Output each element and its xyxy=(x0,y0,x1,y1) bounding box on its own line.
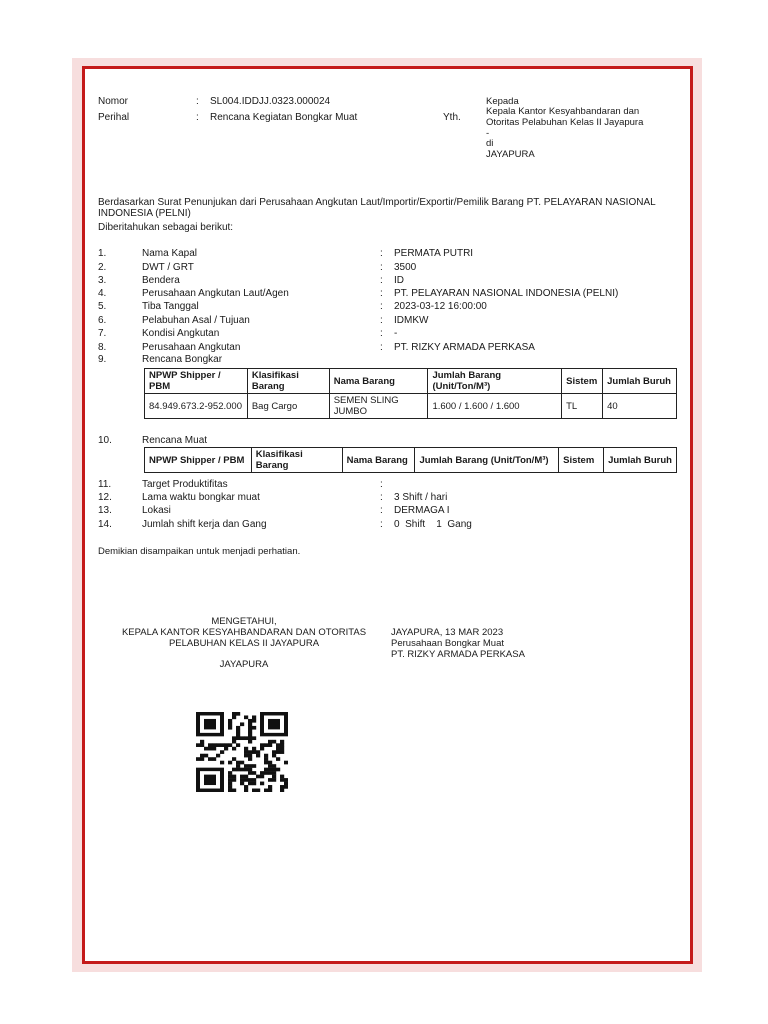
item-number: 11. xyxy=(98,479,112,490)
signature-left-line3: PELABUHAN KELAS II JAYAPURA xyxy=(168,638,320,649)
item-number: 12. xyxy=(98,492,112,503)
signature-left-line2: KEPALA KANTOR KESYAHBANDARAN DAN OTORITAS xyxy=(121,627,367,638)
item-number: 9. xyxy=(98,354,107,365)
column-header: NPWP Shipper / PBM xyxy=(145,448,252,473)
signature-right-line1: JAYAPURA, 13 MAR 2023 xyxy=(391,627,504,638)
table-cell: TL xyxy=(562,394,603,419)
list-item xyxy=(98,287,678,300)
perihal-colon: : xyxy=(196,112,199,123)
perihal-label: Perihal xyxy=(98,112,130,123)
column-header: Jumlah Barang (Unit/Ton/M³) xyxy=(415,448,559,473)
item-colon: : xyxy=(380,328,383,339)
item-colon: : xyxy=(380,492,383,503)
item-value: 2023-03-12 16:00:00 xyxy=(394,301,487,312)
kepada-line2: Otoritas Pelabuhan Kelas II Jayapura xyxy=(486,117,644,128)
item-value: 0 Shift 1 Gang xyxy=(394,519,472,530)
nomor-colon: : xyxy=(196,96,199,107)
muat-table xyxy=(144,447,677,473)
item-label: Lama waktu bongkar muat xyxy=(142,492,260,503)
item-label: Tiba Tanggal xyxy=(142,301,199,312)
intro-line2: INDONESIA (PELNI) xyxy=(98,208,191,219)
table-cell: 40 xyxy=(603,394,677,419)
column-header: Sistem xyxy=(559,448,604,473)
item-value: 3 Shift / hari xyxy=(394,492,448,503)
column-header: Jumlah Barang (Unit/Ton/M³) xyxy=(428,369,562,394)
item-colon: : xyxy=(380,342,383,353)
list-item xyxy=(98,434,678,447)
item-label: Jumlah shift kerja dan Gang xyxy=(142,519,267,530)
list-item xyxy=(98,314,678,327)
item-number: 1. xyxy=(98,248,107,259)
item-value: 3500 xyxy=(394,262,417,273)
kepada-label: Kepada xyxy=(486,96,519,107)
item-label: Perusahaan Angkutan Laut/Agen xyxy=(142,288,289,299)
qr-code-graphic xyxy=(196,712,288,792)
kepada-line1: Kepala Kantor Kesyahbandaran dan xyxy=(486,106,640,117)
item-number: 10. xyxy=(98,435,112,446)
qr-code-icon xyxy=(196,712,288,792)
item-colon: : xyxy=(380,262,383,273)
item-colon: : xyxy=(380,248,383,259)
list-item xyxy=(98,353,678,366)
item-value: IDMKW xyxy=(394,315,429,326)
item-label: Pelabuhan Asal / Tujuan xyxy=(142,315,250,326)
item-number: 14. xyxy=(98,519,112,530)
closing-text: Demikian disampaikan untuk menjadi perhatian. xyxy=(98,546,301,557)
bongkar-table xyxy=(144,368,677,419)
signature-left-line4: JAYAPURA xyxy=(219,659,269,670)
yth-label: Yth. xyxy=(443,112,461,123)
kepada-dash: - xyxy=(486,128,490,139)
item-label: DWT / GRT xyxy=(142,262,194,273)
list-item xyxy=(98,327,678,340)
table-header-row xyxy=(145,369,677,394)
item-colon: : xyxy=(380,505,383,516)
perihal-value: Rencana Kegiatan Bongkar Muat xyxy=(210,112,358,123)
column-header: NPWP Shipper / PBM xyxy=(145,369,248,394)
column-header: Nama Barang xyxy=(329,369,428,394)
list-item xyxy=(98,491,678,504)
item-number: 7. xyxy=(98,328,107,339)
item-value: ID xyxy=(394,275,404,286)
column-header: Jumlah Buruh xyxy=(603,369,677,394)
item-value: PERMATA PUTRI xyxy=(394,248,474,259)
list-item xyxy=(98,300,678,313)
list-item xyxy=(98,478,678,491)
item-label: Rencana Bongkar xyxy=(142,354,223,365)
table-cell: 1.600 / 1.600 / 1.600 xyxy=(428,394,562,419)
item-value: DERMAGA I xyxy=(394,505,450,516)
signature-right-line2: Perusahaan Bongkar Muat xyxy=(391,638,505,649)
column-header: Klasifikasi Barang xyxy=(247,369,329,394)
item-number: 13. xyxy=(98,505,112,516)
nomor-value: SL004.IDDJJ.0323.000024 xyxy=(210,96,331,107)
item-label: Nama Kapal xyxy=(142,248,198,259)
item-number: 4. xyxy=(98,288,107,299)
column-header: Sistem xyxy=(562,369,603,394)
item-value: - xyxy=(394,328,398,339)
intro-line3: Diberitahukan sebagai berikut: xyxy=(98,222,234,233)
table-row xyxy=(145,394,677,419)
item-label: Bendera xyxy=(142,275,180,286)
table-cell: Bag Cargo xyxy=(247,394,329,419)
item-colon: : xyxy=(380,315,383,326)
item-number: 3. xyxy=(98,275,107,286)
item-label: Lokasi xyxy=(142,505,171,516)
column-header: Nama Barang xyxy=(342,448,415,473)
list-item xyxy=(98,518,678,531)
item-number: 2. xyxy=(98,262,107,273)
item-label: Perusahaan Angkutan xyxy=(142,342,241,353)
list-item xyxy=(98,504,678,517)
intro-line1: Berdasarkan Surat Penunjukan dari Perusahaan Angkutan Laut/Importir/Exportir/Pemilik Barang PT. PELAYARAN NASIONAL xyxy=(98,197,656,208)
item-number: 8. xyxy=(98,342,107,353)
nomor-label: Nomor xyxy=(98,96,129,107)
column-header: Klasifikasi Barang xyxy=(251,448,342,473)
kepada-di: di xyxy=(486,138,494,149)
table-cell: 84.949.673.2-952.000 xyxy=(145,394,248,419)
table-header-row xyxy=(145,448,677,473)
item-label: Kondisi Angkutan xyxy=(142,328,220,339)
signature-right-line3: PT. RIZKY ARMADA PERKASA xyxy=(391,649,525,660)
item-label: Target Produktifitas xyxy=(142,479,228,490)
table-cell: SEMEN SLING JUMBO xyxy=(329,394,428,419)
item-label: Rencana Muat xyxy=(142,435,208,446)
list-item xyxy=(98,261,678,274)
item-colon: : xyxy=(380,519,383,530)
signature-right xyxy=(391,627,525,660)
item-number: 5. xyxy=(98,301,107,312)
signature-left-line1: MENGETAHUI, xyxy=(211,616,277,627)
item-number: 6. xyxy=(98,315,107,326)
signature-left xyxy=(110,616,378,670)
item-colon: : xyxy=(380,301,383,312)
column-header: Jumlah Buruh xyxy=(604,448,677,473)
kepada-city: JAYAPURA xyxy=(486,149,535,160)
list-item xyxy=(98,274,678,287)
item-colon: : xyxy=(380,288,383,299)
item-colon: : xyxy=(380,275,383,286)
item-colon: : xyxy=(380,479,383,490)
item-value: PT. PELAYARAN NASIONAL INDONESIA (PELNI) xyxy=(394,288,619,299)
item-value: PT. RIZKY ARMADA PERKASA xyxy=(394,342,535,353)
list-item xyxy=(98,247,678,260)
